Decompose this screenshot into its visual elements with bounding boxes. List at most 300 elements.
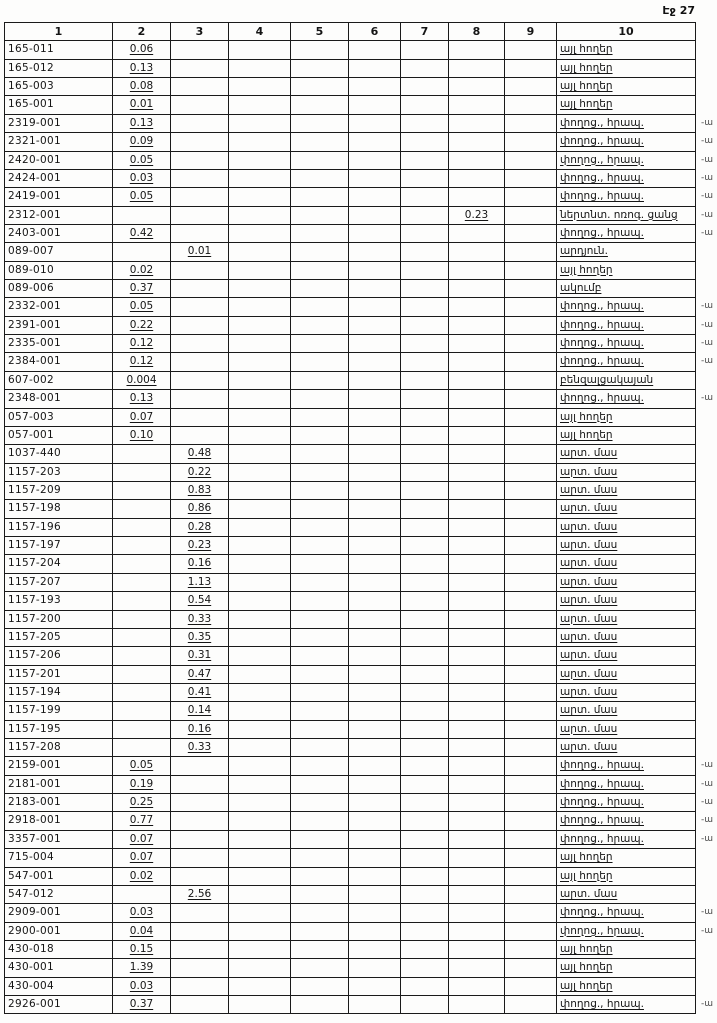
cell-area-value — [449, 262, 505, 280]
cell-area-value: 0.12 — [113, 353, 171, 371]
cell-landuse-text: արտ. մաս — [557, 684, 696, 702]
cell-area-value — [171, 372, 229, 390]
table-row — [5, 445, 696, 463]
table-row — [5, 684, 696, 702]
cell-area-value — [229, 684, 291, 702]
cell-area-value — [229, 115, 291, 133]
cell-area-value: 0.35 — [171, 629, 229, 647]
cell-landuse-text: փողոց., հրապ. — [557, 831, 696, 849]
cell-area-value — [349, 464, 401, 482]
cell-parcel-code: 547-001 — [5, 868, 113, 886]
table-header-row — [5, 23, 696, 41]
cell-area-value — [113, 537, 171, 555]
cell-parcel-code: 2926-001 — [5, 996, 113, 1014]
cell-area-value — [113, 445, 171, 463]
cell-landuse-text: փողոց., հրապ. — [557, 317, 696, 335]
header-col-3: 3 — [171, 23, 229, 41]
cell-area-value: 0.05 — [113, 188, 171, 206]
cell-area-value: 0.42 — [113, 225, 171, 243]
cell-area-value — [349, 500, 401, 518]
cell-landuse-text: արտ. մաս — [557, 611, 696, 629]
cell-area-value — [505, 298, 557, 316]
cell-area-value — [401, 170, 449, 188]
marginal-mark: -ա — [700, 907, 713, 918]
table-row — [5, 702, 696, 720]
cell-landuse-text: արտ. մաս — [557, 886, 696, 904]
cell-area-value — [449, 482, 505, 500]
table-row — [5, 611, 696, 629]
cell-area-value: 0.28 — [171, 519, 229, 537]
cell-landuse-text: փողոց., հրապ. — [557, 904, 696, 922]
cell-area-value — [291, 886, 349, 904]
cell-area-value — [291, 996, 349, 1014]
cell-area-value — [229, 482, 291, 500]
cell-parcel-code: 1157-194 — [5, 684, 113, 702]
cell-area-value — [291, 96, 349, 114]
cell-area-value — [349, 519, 401, 537]
cell-landuse-text: փողոց., հրապ. — [557, 390, 696, 408]
header-col-9: 9 — [505, 23, 557, 41]
table-row — [5, 978, 696, 996]
cell-parcel-code: 2159-001 — [5, 757, 113, 775]
marginal-mark: -ա — [700, 833, 713, 844]
cell-area-value — [171, 170, 229, 188]
cell-area-value — [505, 629, 557, 647]
cell-area-value — [291, 464, 349, 482]
cell-area-value — [449, 739, 505, 757]
cell-area-value — [401, 555, 449, 573]
cell-area-value — [401, 280, 449, 298]
cell-area-value — [349, 280, 401, 298]
cell-area-value — [349, 611, 401, 629]
cell-area-value — [401, 372, 449, 390]
cell-area-value — [229, 225, 291, 243]
cell-area-value — [291, 831, 349, 849]
cell-area-value — [449, 390, 505, 408]
cell-parcel-code: 2181-001 — [5, 776, 113, 794]
table-row — [5, 207, 713, 225]
cell-area-value — [229, 188, 291, 206]
cell-parcel-code: 1157-195 — [5, 721, 113, 739]
cell-area-value — [505, 335, 557, 353]
cell-area-value — [349, 831, 401, 849]
marginal-mark: -ա — [700, 999, 713, 1010]
cell-area-value — [449, 243, 505, 261]
marginal-mark: -ա — [700, 172, 713, 183]
cell-area-value — [449, 776, 505, 794]
cell-area-value — [505, 666, 557, 684]
cell-area-value — [291, 500, 349, 518]
cell-landuse-text: փողոց., հրապ. — [557, 115, 696, 133]
cell-area-value — [171, 188, 229, 206]
cell-area-value — [291, 353, 349, 371]
cell-area-value — [449, 464, 505, 482]
cell-area-value — [401, 776, 449, 794]
cell-area-value — [229, 298, 291, 316]
cell-area-value — [171, 941, 229, 959]
cell-area-value — [505, 317, 557, 335]
cell-area-value: 0.31 — [171, 647, 229, 665]
cell-area-value — [291, 555, 349, 573]
table-row — [5, 592, 696, 610]
table-row — [5, 390, 713, 408]
cell-area-value — [229, 555, 291, 573]
cell-area-value: 0.37 — [113, 280, 171, 298]
cell-area-value — [449, 831, 505, 849]
table-row — [5, 941, 696, 959]
cell-area-value — [449, 372, 505, 390]
cell-area-value — [229, 794, 291, 812]
cell-area-value — [401, 941, 449, 959]
cell-landuse-text: փողոց., հրապ. — [557, 353, 696, 371]
cell-area-value — [401, 243, 449, 261]
cell-area-value — [171, 353, 229, 371]
cell-landuse-text: այլ հողեր — [557, 941, 696, 959]
cell-landuse-text: արտ. մաս — [557, 592, 696, 610]
cell-area-value — [171, 115, 229, 133]
marginal-mark: -ա — [700, 209, 713, 220]
cell-area-value — [505, 794, 557, 812]
cell-area-value — [229, 757, 291, 775]
cell-area-value — [349, 978, 401, 996]
cell-area-value — [505, 500, 557, 518]
cell-parcel-code: 089-010 — [5, 262, 113, 280]
cell-area-value: 0.03 — [113, 170, 171, 188]
cell-area-value — [505, 978, 557, 996]
cell-area-value — [349, 757, 401, 775]
cell-landuse-text: այլ հողեր — [557, 427, 696, 445]
cell-area-value — [449, 702, 505, 720]
cell-area-value — [505, 60, 557, 78]
table-row — [5, 849, 696, 867]
cell-area-value — [401, 574, 449, 592]
cell-area-value — [349, 243, 401, 261]
cell-area-value — [171, 923, 229, 941]
cell-area-value — [349, 170, 401, 188]
cell-area-value — [171, 390, 229, 408]
cell-area-value — [229, 372, 291, 390]
marginal-mark: -ա — [700, 136, 713, 147]
cell-area-value — [113, 739, 171, 757]
table-row — [5, 923, 713, 941]
cell-area-value — [349, 41, 401, 59]
cell-parcel-code: 1157-204 — [5, 555, 113, 573]
cell-parcel-code: 430-001 — [5, 959, 113, 977]
cell-area-value — [505, 78, 557, 96]
table-row — [5, 739, 696, 757]
cell-area-value — [349, 666, 401, 684]
cell-area-value — [291, 225, 349, 243]
cell-area-value — [401, 115, 449, 133]
cell-area-value — [449, 996, 505, 1014]
cell-parcel-code: 2391-001 — [5, 317, 113, 335]
cell-area-value — [171, 96, 229, 114]
cell-area-value — [401, 519, 449, 537]
cell-landuse-text: այլ հողեր — [557, 849, 696, 867]
cell-area-value — [505, 647, 557, 665]
cell-parcel-code: 2183-001 — [5, 794, 113, 812]
table-row — [5, 537, 696, 555]
cell-parcel-code: 2420-001 — [5, 152, 113, 170]
cell-area-value — [171, 133, 229, 151]
cell-area-value — [505, 959, 557, 977]
cell-area-value — [229, 776, 291, 794]
cell-area-value — [449, 152, 505, 170]
cell-area-value — [401, 904, 449, 922]
cell-area-value — [171, 60, 229, 78]
cell-parcel-code: 1157-206 — [5, 647, 113, 665]
cell-area-value — [401, 629, 449, 647]
cell-area-value — [401, 409, 449, 427]
cell-area-value: 0.23 — [171, 537, 229, 555]
cell-area-value — [449, 849, 505, 867]
cell-area-value — [505, 41, 557, 59]
cell-area-value — [229, 427, 291, 445]
marginal-mark: -ա — [700, 191, 713, 202]
cell-area-value — [291, 207, 349, 225]
cell-landuse-text: փողոց., հրապ. — [557, 170, 696, 188]
cell-area-value — [449, 959, 505, 977]
cell-landuse-text: փողոց., հրապ. — [557, 776, 696, 794]
cell-area-value — [505, 372, 557, 390]
cell-area-value — [449, 298, 505, 316]
cell-area-value — [449, 133, 505, 151]
cell-area-value — [229, 353, 291, 371]
cell-area-value — [449, 427, 505, 445]
table-row — [5, 500, 696, 518]
cell-area-value — [349, 262, 401, 280]
cell-parcel-code: 2909-001 — [5, 904, 113, 922]
cell-area-value — [291, 757, 349, 775]
marginal-mark: -ա — [700, 925, 713, 936]
table-row — [5, 666, 696, 684]
cell-area-value — [291, 978, 349, 996]
table-row — [5, 959, 696, 977]
cell-area-value: 0.10 — [113, 427, 171, 445]
cell-area-value — [505, 207, 557, 225]
table-row — [5, 868, 696, 886]
cell-area-value — [291, 537, 349, 555]
cell-area-value — [113, 207, 171, 225]
cell-parcel-code: 165-012 — [5, 60, 113, 78]
cell-area-value — [229, 702, 291, 720]
cell-area-value — [401, 684, 449, 702]
cell-area-value — [229, 207, 291, 225]
cell-area-value — [291, 188, 349, 206]
cell-area-value — [449, 317, 505, 335]
cell-parcel-code: 430-004 — [5, 978, 113, 996]
cell-parcel-code: 057-001 — [5, 427, 113, 445]
cell-area-value — [229, 886, 291, 904]
cell-area-value — [113, 482, 171, 500]
cell-area-value — [401, 390, 449, 408]
cell-area-value — [229, 500, 291, 518]
cell-landuse-text: արտ. մաս — [557, 445, 696, 463]
cell-area-value: 0.33 — [171, 611, 229, 629]
cell-landuse-text: փողոց., հրապ. — [557, 335, 696, 353]
cell-area-value — [449, 978, 505, 996]
cell-area-value: 0.15 — [113, 941, 171, 959]
cell-parcel-code: 547-012 — [5, 886, 113, 904]
cell-area-value — [349, 923, 401, 941]
cell-area-value: 0.22 — [171, 464, 229, 482]
cell-parcel-code: 715-004 — [5, 849, 113, 867]
table-row — [5, 812, 713, 830]
cell-parcel-code: 2312-001 — [5, 207, 113, 225]
cell-area-value — [171, 427, 229, 445]
table-row — [5, 647, 696, 665]
cell-area-value: 1.13 — [171, 574, 229, 592]
cell-area-value — [505, 996, 557, 1014]
cell-area-value — [505, 831, 557, 849]
cell-area-value — [113, 500, 171, 518]
cell-area-value — [401, 959, 449, 977]
cell-area-value — [449, 280, 505, 298]
cell-area-value — [349, 555, 401, 573]
cell-area-value — [291, 482, 349, 500]
cell-area-value — [171, 868, 229, 886]
cell-area-value — [171, 849, 229, 867]
cell-area-value — [171, 831, 229, 849]
cell-area-value — [349, 482, 401, 500]
cell-area-value — [449, 115, 505, 133]
cell-area-value: 0.16 — [171, 555, 229, 573]
cell-landuse-text: արտ. մաս — [557, 574, 696, 592]
cell-landuse-text: փողոց., հրապ. — [557, 923, 696, 941]
cell-area-value — [229, 537, 291, 555]
cell-area-value — [401, 298, 449, 316]
cell-area-value — [449, 500, 505, 518]
table-row — [5, 721, 696, 739]
cell-area-value — [113, 629, 171, 647]
cell-area-value — [229, 721, 291, 739]
table-row — [5, 776, 713, 794]
cell-area-value — [505, 812, 557, 830]
cell-area-value — [229, 629, 291, 647]
page-number-label: Էջ 27 — [662, 4, 695, 17]
cell-area-value — [229, 243, 291, 261]
cell-area-value — [505, 409, 557, 427]
cell-landuse-text: արտ. մաս — [557, 666, 696, 684]
cell-area-value — [449, 923, 505, 941]
table-row — [5, 317, 713, 335]
cell-landuse-text: արտ. մաս — [557, 482, 696, 500]
cell-area-value — [229, 996, 291, 1014]
cell-area-value — [505, 611, 557, 629]
cell-area-value — [229, 262, 291, 280]
cell-area-value — [449, 555, 505, 573]
cell-area-value — [113, 702, 171, 720]
cell-area-value — [505, 868, 557, 886]
cell-area-value — [229, 739, 291, 757]
cell-parcel-code: 2918-001 — [5, 812, 113, 830]
cell-parcel-code: 430-018 — [5, 941, 113, 959]
header-col-5: 5 — [291, 23, 349, 41]
cell-area-value — [171, 904, 229, 922]
cell-area-value — [505, 115, 557, 133]
cell-parcel-code: 2319-001 — [5, 115, 113, 133]
cell-area-value — [401, 739, 449, 757]
cell-area-value — [349, 904, 401, 922]
cell-area-value: 0.54 — [171, 592, 229, 610]
cell-area-value: 0.13 — [113, 115, 171, 133]
marginal-mark: -ա — [700, 117, 713, 128]
cell-area-value: 0.47 — [171, 666, 229, 684]
cell-area-value — [171, 41, 229, 59]
cell-area-value — [449, 647, 505, 665]
cell-area-value: 0.13 — [113, 390, 171, 408]
cell-area-value — [401, 445, 449, 463]
cell-area-value — [291, 372, 349, 390]
cell-area-value — [505, 133, 557, 151]
table-row — [5, 794, 713, 812]
cell-area-value — [505, 904, 557, 922]
cell-landuse-text: արտ. մաս — [557, 629, 696, 647]
cell-area-value — [401, 482, 449, 500]
cell-area-value — [229, 592, 291, 610]
cell-area-value — [449, 721, 505, 739]
cell-area-value — [401, 868, 449, 886]
cell-area-value — [505, 739, 557, 757]
cell-area-value — [229, 96, 291, 114]
cell-area-value — [505, 353, 557, 371]
marginal-mark: -ա — [700, 760, 713, 771]
cell-parcel-code: 1157-209 — [5, 482, 113, 500]
cell-landuse-text: այլ հողեր — [557, 262, 696, 280]
cell-area-value — [229, 519, 291, 537]
cell-area-value — [505, 757, 557, 775]
cell-parcel-code: 2900-001 — [5, 923, 113, 941]
cell-area-value — [401, 464, 449, 482]
cell-landuse-text: արդյուն. — [557, 243, 696, 261]
cell-area-value — [349, 886, 401, 904]
cell-area-value — [229, 666, 291, 684]
cell-area-value — [401, 702, 449, 720]
cell-area-value: 0.02 — [113, 262, 171, 280]
cell-area-value: 0.86 — [171, 500, 229, 518]
cell-area-value — [171, 776, 229, 794]
cell-parcel-code: 057-003 — [5, 409, 113, 427]
cell-area-value — [449, 666, 505, 684]
cell-area-value — [291, 519, 349, 537]
header-col-10: 10 — [557, 23, 696, 41]
cell-landuse-text: փողոց., հրապ. — [557, 996, 696, 1014]
cell-parcel-code: 607-002 — [5, 372, 113, 390]
cell-parcel-code: 1157-200 — [5, 611, 113, 629]
cell-parcel-code: 2348-001 — [5, 390, 113, 408]
cell-area-value — [291, 574, 349, 592]
cell-area-value — [449, 96, 505, 114]
cell-parcel-code: 2384-001 — [5, 353, 113, 371]
cell-parcel-code: 2321-001 — [5, 133, 113, 151]
marginal-mark: -ա — [700, 356, 713, 367]
cell-area-value — [291, 170, 349, 188]
cell-parcel-code: 089-007 — [5, 243, 113, 261]
cell-area-value — [229, 904, 291, 922]
cell-area-value — [401, 757, 449, 775]
cell-parcel-code: 1157-205 — [5, 629, 113, 647]
cell-area-value — [229, 464, 291, 482]
cell-area-value — [349, 353, 401, 371]
cell-area-value: 1.39 — [113, 959, 171, 977]
header-col-4: 4 — [229, 23, 291, 41]
cell-area-value — [401, 996, 449, 1014]
cell-area-value — [171, 959, 229, 977]
cell-area-value — [401, 78, 449, 96]
cell-area-value — [505, 592, 557, 610]
cell-landuse-text: այլ հողեր — [557, 959, 696, 977]
cell-area-value: 0.13 — [113, 60, 171, 78]
